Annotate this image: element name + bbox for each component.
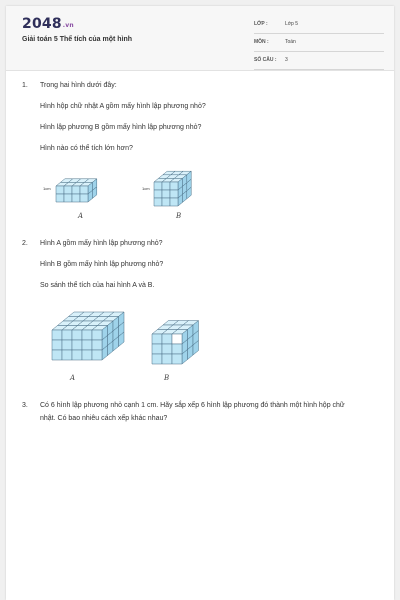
- cube-front-face: [82, 350, 92, 360]
- cube-front-face: [72, 340, 82, 350]
- cube-front-face: [82, 330, 92, 340]
- question-line: Trong hai hình dưới đây:: [40, 82, 117, 89]
- cube-front-face: [72, 194, 80, 202]
- worksheet-meta: [254, 18, 384, 72]
- cube-front-face: [154, 198, 162, 206]
- question-number: 2.: [22, 240, 28, 247]
- meta-label: LỚP :: [254, 21, 268, 27]
- cube-front-face: [162, 182, 170, 190]
- cube-stack: [52, 312, 124, 360]
- worksheet-header: [6, 6, 394, 71]
- meta-label: SỐ CÂU :: [254, 57, 277, 63]
- meta-value: Lớp 5: [285, 21, 299, 27]
- cube-front-face: [152, 344, 162, 354]
- question-line: Hình lập phương B gồm mấy hình lập phương nhỏ?: [40, 124, 202, 131]
- figure-2b-cube-with-gap: [144, 310, 214, 384]
- cube-front-face: [92, 330, 102, 340]
- question-line: Hình A gồm mấy hình lập phương nhỏ?: [40, 240, 163, 247]
- figure-label: A: [70, 374, 76, 382]
- meta-label: MÔN :: [254, 39, 269, 45]
- figure-label: B: [164, 374, 170, 382]
- cube-front-face: [64, 186, 72, 194]
- cube-front-face: [64, 194, 72, 202]
- cube-front-face: [80, 186, 88, 194]
- figure-1a-box: [40, 166, 120, 222]
- cube-front-face: [56, 186, 64, 194]
- figure-label: A: [78, 212, 84, 220]
- cube-front-face: [72, 186, 80, 194]
- meta-row-class: [254, 18, 384, 34]
- dimension-label: 1cm: [142, 186, 150, 191]
- figure-label: B: [176, 212, 182, 220]
- question-text: Có 6 hình lập phương nhỏ cạnh 1 cm. Hãy sắp xếp 6 hình lập phương đó thành một hình hộp chữ nhật. Có bao nhiêu cách xếp khác nhau?: [40, 402, 345, 422]
- question-line: Hình B gồm mấy hình lập phương nhỏ?: [40, 261, 164, 268]
- meta-row-subject: [254, 36, 384, 52]
- cube-front-face: [72, 330, 82, 340]
- cube-front-face: [162, 344, 172, 354]
- cube-front-face: [172, 354, 182, 364]
- question-line: Hình hộp chữ nhật A gồm mấy hình lập phương nhỏ?: [40, 103, 206, 110]
- site-logo[interactable]: [22, 16, 74, 32]
- cube-front-face: [80, 194, 88, 202]
- cube-front-face: [56, 194, 64, 202]
- question-number: 3.: [22, 402, 28, 409]
- cube-front-face: [170, 182, 178, 190]
- cube-front-face: [52, 340, 62, 350]
- worksheet-page: [6, 6, 394, 600]
- cube-front-face: [172, 334, 182, 344]
- cube-stack: [56, 179, 97, 202]
- cube-front-face: [62, 350, 72, 360]
- cube-front-face: [72, 350, 82, 360]
- cube-front-face: [92, 340, 102, 350]
- cube-front-face: [170, 190, 178, 198]
- logo-suffix: .vn: [62, 22, 74, 29]
- figure-2a-box: [44, 310, 134, 384]
- dimension-label: 1cm: [43, 186, 51, 191]
- logo-main: 2048: [22, 16, 62, 32]
- worksheet-title: Giải toán 5 Thể tích của một hình: [22, 36, 133, 43]
- meta-value: Toán: [285, 39, 296, 45]
- cube-front-face: [162, 190, 170, 198]
- cube-front-face: [154, 182, 162, 190]
- cube-front-face: [162, 198, 170, 206]
- cube-front-face: [92, 350, 102, 360]
- figure-1b-cube: [140, 166, 220, 222]
- cube-front-face: [82, 340, 92, 350]
- cube-front-face: [52, 330, 62, 340]
- cube-front-face: [154, 190, 162, 198]
- meta-row-question-count: [254, 54, 384, 70]
- cube-front-face: [52, 350, 62, 360]
- cube-front-face: [62, 330, 72, 340]
- meta-value: 3: [285, 57, 288, 63]
- question-line: So sánh thể tích của hai hình A và B.: [40, 282, 155, 289]
- cube-stack: [152, 321, 199, 365]
- cube-front-face: [152, 334, 162, 344]
- cube-front-face: [162, 354, 172, 364]
- question-line: Hình nào có thể tích lớn hơn?: [40, 145, 133, 152]
- cube-front-face: [152, 354, 162, 364]
- cube-front-face: [172, 344, 182, 354]
- cube-front-face: [170, 198, 178, 206]
- cube-front-face: [62, 340, 72, 350]
- question-number: 1.: [22, 82, 28, 89]
- cube-front-face: [162, 334, 172, 344]
- cube-stack: [154, 171, 191, 206]
